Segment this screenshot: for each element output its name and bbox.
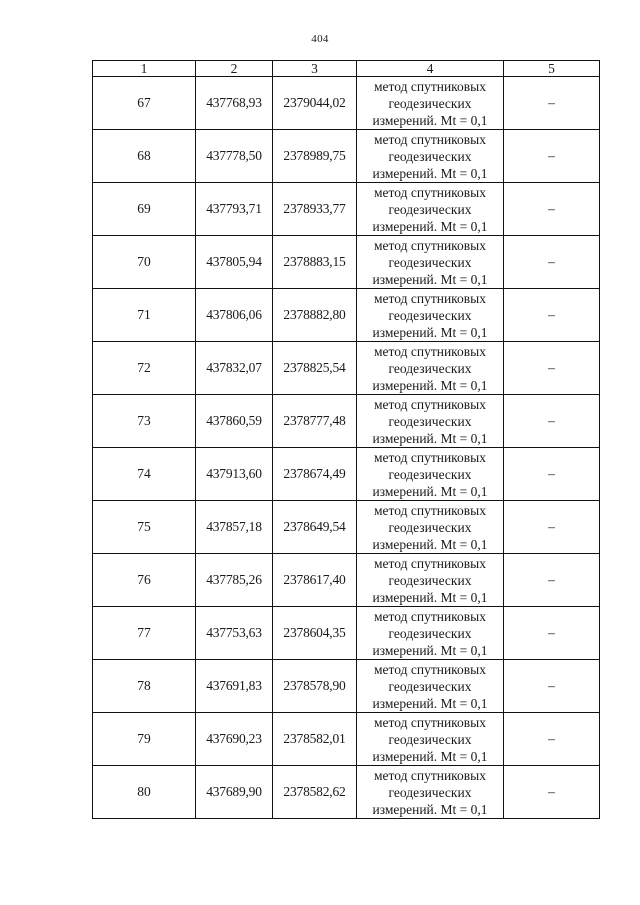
table-row xyxy=(93,554,600,607)
point-number: 67 xyxy=(93,77,196,130)
coordinate-x: 437689,90 xyxy=(196,766,273,819)
header-col-4: 4 xyxy=(357,61,504,77)
method-cell xyxy=(357,660,504,713)
method-line-2: геодезических xyxy=(388,360,472,376)
header-col-5: 5 xyxy=(504,61,600,77)
table-row xyxy=(93,448,600,501)
point-number: 73 xyxy=(93,395,196,448)
col5-value: – xyxy=(504,554,600,607)
coordinate-y: 2378582,01 xyxy=(273,713,357,766)
method-line-1: метод спутниковых xyxy=(374,396,486,412)
header-col-3: 3 xyxy=(273,61,357,77)
method-line-2: геодезических xyxy=(388,678,472,694)
coordinate-x: 437691,83 xyxy=(196,660,273,713)
method-cell xyxy=(357,395,504,448)
header-col-2: 2 xyxy=(196,61,273,77)
method-line-2: геодезических xyxy=(388,731,472,747)
coordinate-y: 2378617,40 xyxy=(273,554,357,607)
coordinate-y: 2379044,02 xyxy=(273,77,357,130)
coordinate-y: 2378882,80 xyxy=(273,289,357,342)
method-line-3: измерений. Mt = 0,1 xyxy=(372,695,488,711)
coordinate-x: 437806,06 xyxy=(196,289,273,342)
coordinate-y: 2378777,48 xyxy=(273,395,357,448)
method-cell xyxy=(357,766,504,819)
method-line-1: метод спутниковых xyxy=(374,502,486,518)
table-row xyxy=(93,183,600,236)
method-line-3: измерений. Mt = 0,1 xyxy=(372,271,488,287)
coordinate-y: 2378674,49 xyxy=(273,448,357,501)
coordinate-x: 437832,07 xyxy=(196,342,273,395)
col5-value: – xyxy=(504,77,600,130)
method-line-3: измерений. Mt = 0,1 xyxy=(372,642,488,658)
method-line-3: измерений. Mt = 0,1 xyxy=(372,430,488,446)
table-row xyxy=(93,607,600,660)
method-line-3: измерений. Mt = 0,1 xyxy=(372,748,488,764)
coordinate-y: 2378883,15 xyxy=(273,236,357,289)
method-line-1: метод спутниковых xyxy=(374,131,486,147)
method-line-2: геодезических xyxy=(388,519,472,535)
col5-value: – xyxy=(504,448,600,501)
method-line-3: измерений. Mt = 0,1 xyxy=(372,377,488,393)
coordinate-y: 2378649,54 xyxy=(273,501,357,554)
method-cell xyxy=(357,77,504,130)
method-line-1: метод спутниковых xyxy=(374,343,486,359)
col5-value: – xyxy=(504,130,600,183)
method-line-2: геодезических xyxy=(388,201,472,217)
method-line-2: геодезических xyxy=(388,307,472,323)
method-line-2: геодезических xyxy=(388,148,472,164)
coordinate-y: 2378604,35 xyxy=(273,607,357,660)
coordinate-x: 437753,63 xyxy=(196,607,273,660)
coordinate-x: 437805,94 xyxy=(196,236,273,289)
method-line-2: геодезических xyxy=(388,254,472,270)
col5-value: – xyxy=(504,395,600,448)
header-row xyxy=(93,61,600,77)
method-line-1: метод спутниковых xyxy=(374,184,486,200)
point-number: 76 xyxy=(93,554,196,607)
method-line-3: измерений. Mt = 0,1 xyxy=(372,483,488,499)
method-cell xyxy=(357,342,504,395)
table-row xyxy=(93,766,600,819)
method-cell xyxy=(357,448,504,501)
method-line-1: метод спутниковых xyxy=(374,555,486,571)
method-line-1: метод спутниковых xyxy=(374,661,486,677)
point-number: 79 xyxy=(93,713,196,766)
col5-value: – xyxy=(504,766,600,819)
coordinate-y: 2378582,62 xyxy=(273,766,357,819)
method-cell xyxy=(357,236,504,289)
coordinate-x: 437857,18 xyxy=(196,501,273,554)
method-line-3: измерений. Mt = 0,1 xyxy=(372,218,488,234)
method-line-1: метод спутниковых xyxy=(374,449,486,465)
table-row xyxy=(93,342,600,395)
method-line-2: геодезических xyxy=(388,413,472,429)
table-row xyxy=(93,236,600,289)
method-line-3: измерений. Mt = 0,1 xyxy=(372,589,488,605)
point-number: 72 xyxy=(93,342,196,395)
method-line-1: метод спутниковых xyxy=(374,767,486,783)
col5-value: – xyxy=(504,501,600,554)
col5-value: – xyxy=(504,236,600,289)
col5-value: – xyxy=(504,607,600,660)
method-line-2: геодезических xyxy=(388,572,472,588)
method-cell xyxy=(357,183,504,236)
table-row xyxy=(93,130,600,183)
method-line-3: измерений. Mt = 0,1 xyxy=(372,112,488,128)
coordinate-x: 437690,23 xyxy=(196,713,273,766)
col5-value: – xyxy=(504,289,600,342)
method-line-1: метод спутниковых xyxy=(374,237,486,253)
col5-value: – xyxy=(504,713,600,766)
coordinate-x: 437860,59 xyxy=(196,395,273,448)
method-cell xyxy=(357,554,504,607)
coordinate-x: 437768,93 xyxy=(196,77,273,130)
point-number: 75 xyxy=(93,501,196,554)
point-number: 70 xyxy=(93,236,196,289)
coordinate-y: 2378578,90 xyxy=(273,660,357,713)
method-cell xyxy=(357,607,504,660)
method-line-1: метод спутниковых xyxy=(374,78,486,94)
method-line-1: метод спутниковых xyxy=(374,714,486,730)
method-line-2: геодезических xyxy=(388,625,472,641)
point-number: 78 xyxy=(93,660,196,713)
method-line-3: измерений. Mt = 0,1 xyxy=(372,324,488,340)
coordinates-table xyxy=(92,60,600,819)
method-line-3: измерений. Mt = 0,1 xyxy=(372,801,488,817)
point-number: 80 xyxy=(93,766,196,819)
method-line-3: измерений. Mt = 0,1 xyxy=(372,165,488,181)
coordinate-x: 437913,60 xyxy=(196,448,273,501)
coordinate-y: 2378933,77 xyxy=(273,183,357,236)
method-line-2: геодезических xyxy=(388,95,472,111)
header-col-1: 1 xyxy=(93,61,196,77)
coordinate-x: 437785,26 xyxy=(196,554,273,607)
table-row xyxy=(93,289,600,342)
method-line-2: геодезических xyxy=(388,784,472,800)
coordinate-y: 2378989,75 xyxy=(273,130,357,183)
page-number: 404 xyxy=(311,33,329,45)
method-line-2: геодезических xyxy=(388,466,472,482)
point-number: 71 xyxy=(93,289,196,342)
table-row xyxy=(93,77,600,130)
col5-value: – xyxy=(504,660,600,713)
col5-value: – xyxy=(504,342,600,395)
method-cell xyxy=(357,130,504,183)
table-row xyxy=(93,395,600,448)
method-line-3: измерений. Mt = 0,1 xyxy=(372,536,488,552)
point-number: 77 xyxy=(93,607,196,660)
point-number: 68 xyxy=(93,130,196,183)
method-cell xyxy=(357,289,504,342)
coordinate-x: 437778,50 xyxy=(196,130,273,183)
table-row xyxy=(93,713,600,766)
point-number: 69 xyxy=(93,183,196,236)
table-row xyxy=(93,660,600,713)
coordinate-x: 437793,71 xyxy=(196,183,273,236)
coordinate-y: 2378825,54 xyxy=(273,342,357,395)
method-line-1: метод спутниковых xyxy=(374,290,486,306)
point-number: 74 xyxy=(93,448,196,501)
method-line-1: метод спутниковых xyxy=(374,608,486,624)
method-cell xyxy=(357,713,504,766)
method-cell xyxy=(357,501,504,554)
col5-value: – xyxy=(504,183,600,236)
table-row xyxy=(93,501,600,554)
